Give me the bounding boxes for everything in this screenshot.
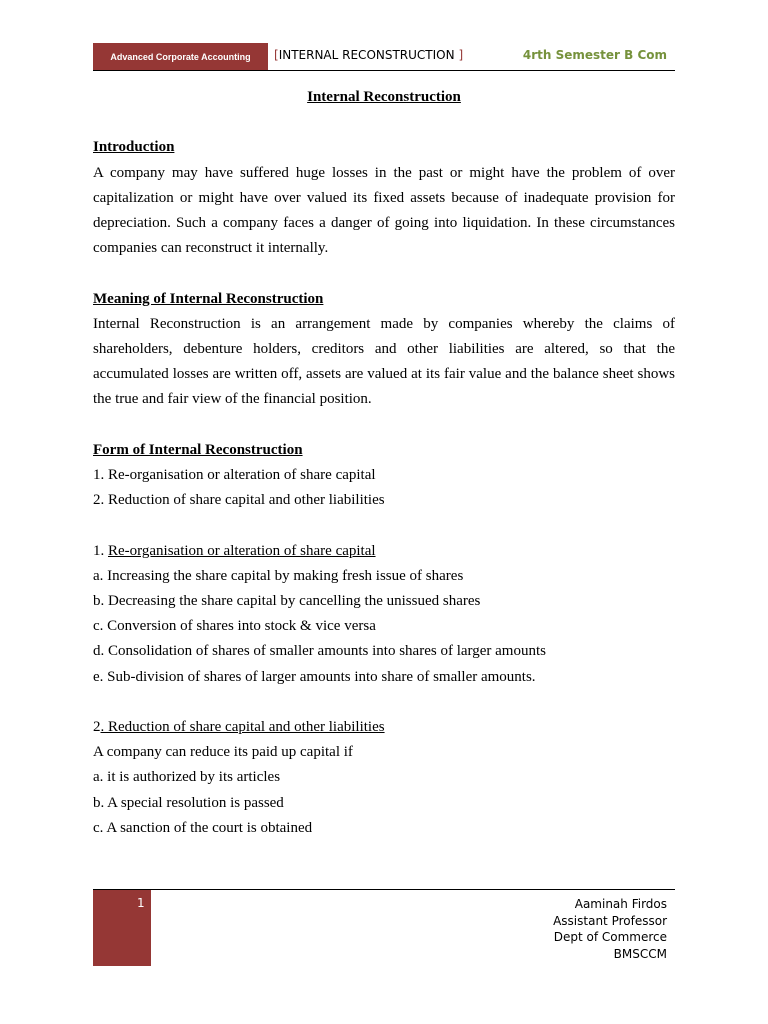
section1-number: 1.: [93, 542, 108, 559]
section1-item-a: a. Increasing the share capital by making fresh issue of shares: [93, 567, 464, 584]
section1-item-c: c. Conversion of shares into stock & vice versa: [93, 618, 376, 635]
forms-item-1: 1. Re-organisation or alteration of share capital: [93, 467, 376, 483]
author-name: Aaminah Firdos: [574, 897, 667, 911]
section2-item-a: a. it is authorized by its articles: [93, 769, 281, 786]
bracket-open: [: [274, 48, 279, 62]
page-footer: [93, 889, 675, 966]
page-header: [93, 43, 675, 71]
author-department: Dept of Commerce: [553, 930, 667, 944]
forms-heading: Form of Internal Reconstruction: [93, 441, 303, 458]
section2-number: 2: [93, 719, 101, 735]
document-title: Internal Reconstruction: [307, 89, 461, 105]
introduction-heading: Introduction: [93, 139, 175, 156]
section1-title: Re-organisation or alteration of share capital: [108, 542, 376, 559]
section2-item-b: b. A special resolution is passed: [93, 794, 284, 811]
course-name-box: Advanced Corporate Accounting: [93, 43, 268, 70]
meaning-heading: Meaning of Internal Reconstruction: [93, 290, 324, 307]
header-title: [274, 48, 463, 62]
document-body: [93, 85, 675, 841]
author-position: Assistant Professor: [553, 913, 667, 928]
section2-heading: [93, 715, 675, 740]
introduction-text: A company may have suffered huge losses in the past or might have the problem of over capitalization or might have over valued its fixed assets because of inadequate provision for depreciation. Such a company faces a danger of going into liquidation. In these circumstances companies can reconstruct it internally.: [93, 164, 675, 257]
section2-intro: A company can reduce its paid up capital if: [93, 744, 353, 761]
section1-item-d: d. Consolidation of shares of smaller amounts into shares of larger amounts: [93, 643, 546, 660]
page-number: 1: [137, 896, 145, 910]
author-institution: BMSCCM: [613, 946, 667, 961]
section1-item-b: b. Decreasing the share capital by cancelling the unissued shares: [93, 593, 481, 609]
page-number-box: [93, 890, 151, 966]
meaning-text: Internal Reconstruction is an arrangement made by companies whereby the claims of shareholders, debenture holders, creditors and other liabilities are altered, so that the accumulated losses are written off, assets are valued at its fair value and the balance sheet shows the true and fair view of the financial position.: [93, 315, 675, 408]
forms-item-2: 2. Reduction of share capital and other liabilities: [93, 492, 385, 509]
section1-heading: [93, 539, 675, 564]
bracket-close: ]: [458, 48, 464, 62]
header-semester: 4rth Semester B Com: [522, 48, 667, 62]
section2-item-c: c. A sanction of the court is obtained: [93, 819, 313, 836]
section2-title: . Reduction of share capital and other liabilities: [100, 719, 385, 735]
header-title-text: INTERNAL RECONSTRUCTION: [278, 48, 455, 62]
section1-item-e: e. Sub-division of shares of larger amounts into share of smaller amounts.: [93, 668, 536, 685]
author-block: [553, 896, 667, 962]
